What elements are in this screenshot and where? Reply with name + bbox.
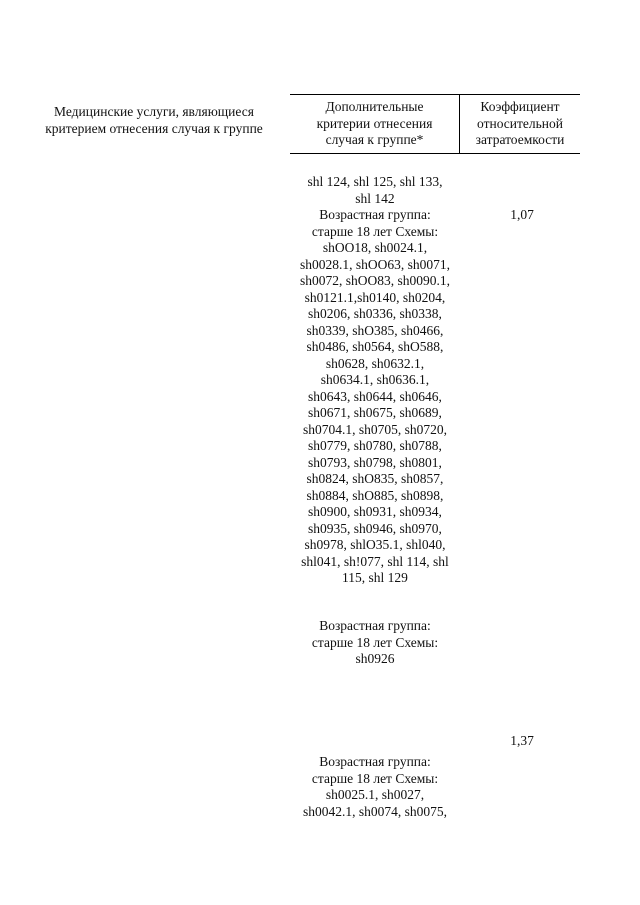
header-criteria-column: Дополнительные критерии отнесения случая к группе*: [316, 99, 433, 147]
coefficient-cell: 1,37: [510, 733, 534, 748]
table-header: [290, 94, 580, 154]
criteria-cell: Возрастная группа: старше 18 лет Схемы: sh0926: [311, 618, 439, 666]
coefficient-cell: 1,07: [510, 207, 534, 222]
criteria-continuation: shl 124, shl 125, shl 133, shl 142: [307, 174, 443, 206]
criteria-cell: Возрастная группа: старше 18 лет Схемы: shOO18, sh0024.1, sh0028.1, shOO63, sh0071, sh0072, shOO83, sh0090.1, sh0121.1,sh0140, sh0204, sh0206, sh0336, sh0338, sh0339, shO385, sh0466, sh0486, sh0564, shO588, sh0628, sh0632.1, sh0634.1, sh0636.1, sh0643, sh0644, sh0646, sh0671, sh0675, sh0689, sh0704.1, sh0705, sh0720, sh0779, sh0780, sh0788, sh0793, sh0798, sh0801, sh0824, shO835, sh0857, sh0884, shO885, sh0898, sh0900, sh0931, sh0934, sh0935, sh0946, sh0970, sh0978, shlO35.1, shl040, shl041, sh!077, shl 114, shl 115, shl 129: [299, 207, 450, 585]
header-services-column: Медицинские услуги, являющиеся критерием отнесения случая к группе: [45, 104, 263, 136]
criteria-cell: Возрастная группа: старше 18 лет Схемы: sh0025.1, sh0027, sh0042.1, sh0074, sh0075,: [302, 754, 447, 819]
header-coefficient-column: Коэффициент относительной затратоемкости: [475, 99, 565, 147]
